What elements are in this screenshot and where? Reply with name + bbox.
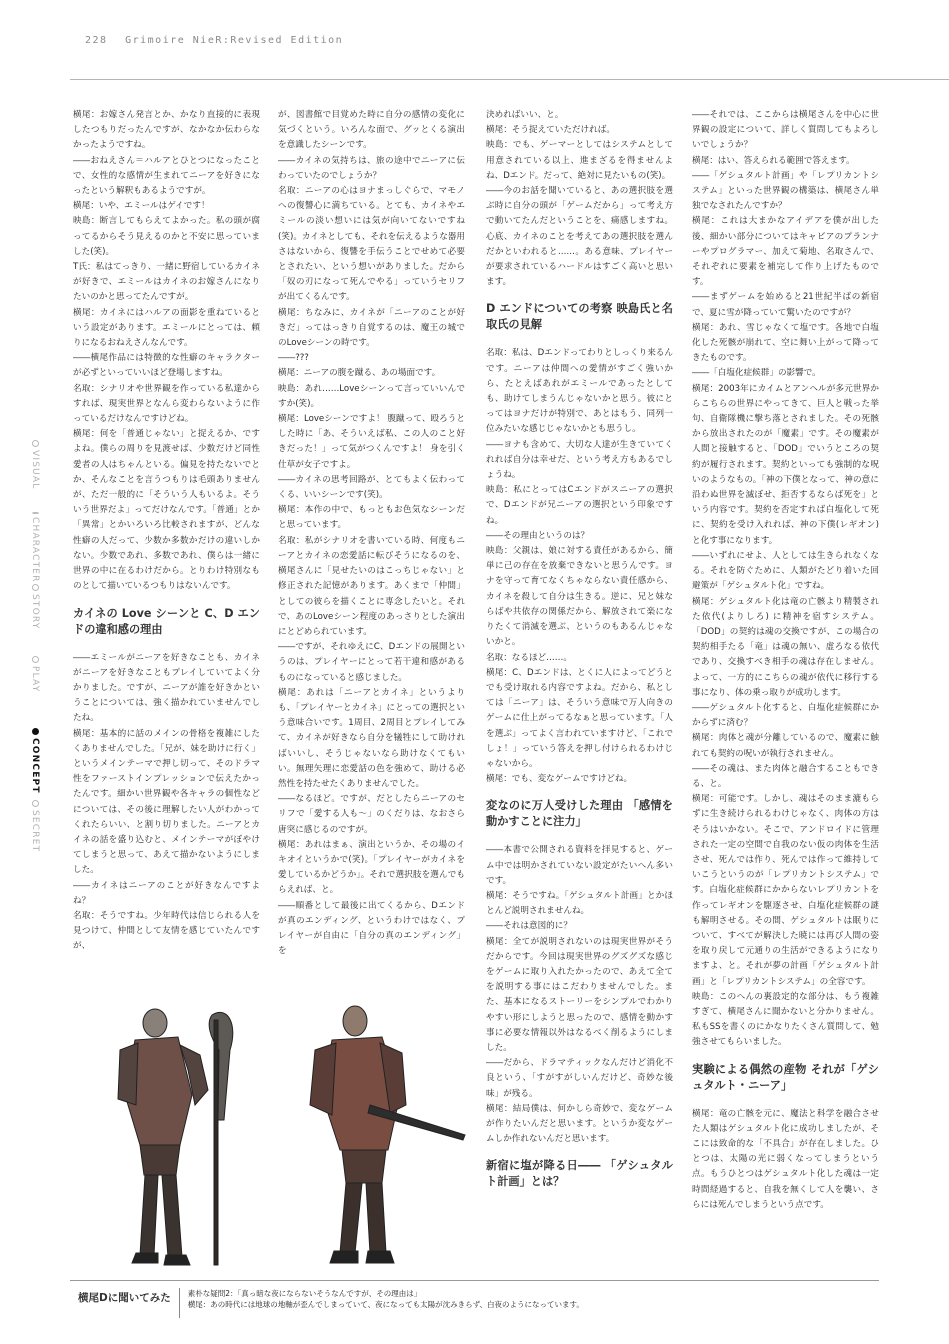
paragraph: ――その魂は、また肉体と融合することもできる、と。 (692, 763, 879, 789)
paragraph: 映島：断言してもらえてよかった。私の頭が腐ってるからそう見えるのかと不安に思っていました(笑)。 (73, 216, 260, 257)
paragraph: ――まずゲームを始めると21世紀半ばの新宿で、夏に雪が降っていて驚いたのですが？ (692, 292, 879, 318)
paragraph: ――エミールがニーアを好きなことも、カイネがニーアを好きなこともプレイしていてよく分かりました。ですが、ニーアが誰を好きかということについては、強く描かれていませんでしたね。 (73, 652, 260, 724)
paragraph: 横尾：あれはまぁ、演出というか、その場のイキオイというかで(笑)。「プレイヤーがカイネを愛しているかどうか」。それで選択肢を選んでもらえれば、と。 (278, 839, 465, 896)
paragraph: ――カイネはニーアのことが好きなんですよね？ (73, 880, 260, 906)
armored-warriors-illustration (100, 995, 470, 1270)
nav-label: SECRET (30, 810, 40, 853)
paragraph: ――だから、ドラマティックなんだけど消化不良という、「すがすがしいんだけど、奇妙な後味」が残る。 (486, 1058, 673, 1099)
nav-visual[interactable] (26, 440, 44, 506)
paragraph: ――それは意図的に？ (486, 921, 572, 932)
paragraph: 横尾：あれ、雪じゃなくて塩です。各地で白塩化した死骸が崩れて、空に舞い上がって降ってきたものです。 (692, 322, 879, 364)
paragraph: 横尾：C、Dエンドは、とくに人によってどうとでも受け取れる内容ですよね。だから、私としては「ニーア」は、そういう意味で万人向きのゲームに仕上がってるなぁと思っています。「人を選ぶ」ってよく言われていますけど、「これでしょ！」っていう答えを押し付けられるわけじゃないから。 (486, 667, 673, 769)
paragraph: ――「ゲシュタルト計画」や「レプリカントシステム」といった世界観の構築は、横尾さん単独でなされたんですか？ (692, 170, 879, 212)
nav-label: PLAY (30, 666, 40, 693)
paragraph: 決めればいい、と。 (486, 110, 564, 120)
paragraph: 横尾：何を「普通じゃない」と捉えるか、ですよね。僕らの周りを見渡せば、少数だけど同性愛者の人はちゃんといる。偏見を持たないでとか、そんなことを言うつもりは毛頭ありませんが、ただ一般的に「そういう人もいるよ。そういう世界だよ」ってだけなんです。「普通」とか「異常」とかいろいろ比較されますが、どんな性癖の人だって、少数か多数かだけの違いしかない。少数であれ、多数であれ、僕らは一緒に世界の中に在るわけだから。とりわけ特別なものとして描いているつもりはないんです。 (73, 429, 260, 592)
paragraph: 横尾：お嫁さん発言とか、かなり直接的に表現したつもりだったんですが、なかなか伝わらなかったようですね。 (73, 110, 260, 151)
paragraph: ――ヨナも含めて、大切な人達が生きていてくれれば自分は幸せだ、という考え方もあるでしょうね。 (486, 439, 673, 481)
footnote-question: 素朴な疑問2：「真っ暗な夜にならないそうなんですが、その理由は」 (187, 1289, 422, 1298)
paragraph: ――??? (278, 353, 309, 364)
nav-dot-icon (32, 440, 39, 447)
text-column-2 (278, 108, 465, 959)
footnote-box (70, 1288, 584, 1318)
paragraph: ――横尾作品には特徴的な性癖のキャラクターが必ずといっていいほど登場しますね。 (73, 353, 260, 379)
paragraph: 横尾：本作の中で、もっともお色気なシーンだと思っています。 (278, 505, 465, 531)
paragraph: ――順番として最後に出てくるから、Dエンドが真のエンディング、というわけではなく、プレイヤーが自由に「自分の真のエンディング」を (278, 900, 465, 957)
paragraph: 横尾：ゲシュタルト化は竜の亡骸より精製された依代(よりしろ) に精神を宿すシステム。「DOD」の契約は魂の交換ですが、この場合の契約相手たる「竜」は魂の無い、虚ろなる依代であり、交換すべき相手の魂は存在しません。よって、一方的にこちらの魂が依代に移行する事になり、体の乗っ取りが成功します。 (692, 596, 879, 698)
page-header (85, 35, 343, 46)
paragraph: ――ですが、それゆえにC、Dエンドの展開というのは、プレイヤーにとって若干違和感があるものになっていると感じました。 (278, 642, 465, 683)
nav-character[interactable] (26, 512, 44, 583)
nav-dot-icon (32, 512, 39, 514)
section-heading: 新宿に塩が降る日―― 「ゲシュタルト計画」とは？ (486, 1159, 673, 1189)
nav-label: VISUAL (30, 450, 40, 490)
paragraph: 映島：でも、ゲーマーとしてはシステムとして用意されている以上、進まざるを得ませんよね、Dエンド。だって、絶対に見たいもの(笑)。 (486, 140, 673, 181)
paragraph: 横尾：カイネにはハルアの面影を重ねているという設定があります。エミールにとっては、頼りになるおねえさんなんです。 (73, 307, 260, 349)
paragraph: 横尾：そうですね。「ゲシュタルト計画」とかほとんど説明されませんね。 (486, 890, 673, 917)
paragraph: ――カイネの気持ちは、旅の途中でニーアに伝わっていたのでしょうか？ (278, 155, 465, 181)
paragraph: 横尾：2003年にカイムとアンヘルが多元世界からこちらの世界にやってきて、巨人と戦った挙句、自衛隊機に撃ち落とされました。その死骸から放出されたのが「魔素」です。その魔素が人間と接触すると、「DOD」でいうところの契約が履行されます。契約といっても強制的な呪いのようなもの。「神の下僕となって、神の意に沿わぬ世界を滅ぼせ、拒否するならば死を」という内容です。契約を否定すれば白塩化して死に、契約を受け入れれば、神の下僕(レギオン)と化す事になります。 (692, 383, 879, 546)
paragraph: 横尾：はい、答えられる範囲で答えます。 (692, 155, 855, 166)
nav-story[interactable] (26, 584, 44, 650)
nav-dot-icon (32, 584, 39, 591)
section-heading: カイネの Love シーンと C、D エンドの違和感の理由 (73, 606, 260, 636)
paragraph: 映島：私にとってはCエンドがスニーアの選択で、Dエンドが兄ニーアの選択という印象ですね。 (486, 485, 673, 526)
paragraph: 名取：なるほど……。 (486, 652, 572, 663)
footer-rule (70, 1280, 879, 1281)
paragraph: ――カイネの思考回路が、とてもよく伝わってくる、いいシーンです(笑)。 (278, 474, 465, 501)
paragraph: ――いずれにせよ、人としては生きられなくなる。それを防ぐために、人類がたどり着いた回避策が「ゲシュタルト化」ですね。 (692, 550, 879, 592)
book-title: Grimoire NieR:Revised Edition (125, 35, 344, 46)
paragraph: ――今のお話を聞いていると、あの選択肢を選ぶ時に自分の頭が「ゲームだから」って考え方で動いてたんだということを、痛感しますね。心底、カイネのことを考えてあの選択肢を選んだかといわれると……。ある意味、プレイヤーが要求されているハードルはすごく高いと思います。 (486, 186, 673, 288)
paragraph: 横尾：でも、変なゲームですけどね。 (486, 774, 633, 785)
section-nav (26, 440, 44, 872)
footnote-tag: 横尾Dに聞いてみた (78, 1292, 171, 1304)
paragraph: が、図書館で目覚めた時に自分の感情の変化に気づくという。いろんな面で、グッとくる演出を意識したシーンです。 (278, 110, 465, 151)
paragraph: 横尾：ちなみに、カイネが「ニーアのことが好きだ」ってはっきり自覚するのは、魔王の城でのLoveシーンの時です。 (278, 307, 465, 349)
paragraph: ――それでは、ここからは横尾さんを中心に世界観の設定について、詳しく質問してもよろしいでしょうか？ (692, 110, 879, 151)
nav-play[interactable] (26, 656, 44, 722)
paragraph: 横尾：いや、エミールはゲイです！ (73, 201, 210, 212)
paragraph: 横尾：肉体と魂が分離しているので、魔素に触れても契約の呪いが執行されません。 (692, 733, 879, 759)
paragraph: 横尾：これは大まかなアイデアを僕が出した後、細かい部分についてはキャビアのプランナーやプログラマー、加えて菊地、名取さんで、それぞれに要素を補完して作り上げたものです。 (692, 216, 879, 288)
paragraph: 名取：そうですね。少年時代は信じられる人を見つけて、仲間として友情を感じていたんですが、 (73, 910, 260, 952)
paragraph: ――本書で公開される資料を拝見すると、ゲーム中では明かされていない設定がたいへん多いです。 (486, 845, 673, 886)
page-number: 228 (85, 35, 108, 46)
footnote-text (188, 1288, 584, 1310)
text-column-3 (486, 108, 673, 1203)
nav-label: CHARACTER (30, 517, 40, 583)
paragraph: ――ゲシュタルト化すると、白塩化症候群にかからずに済む？ (692, 702, 879, 729)
nav-concept[interactable] (26, 728, 44, 794)
paragraph: 名取：シナリオや世界観を作っている私達からすれば、現実世界となんら変わらないように作っているだけなんですけどね。 (73, 383, 260, 425)
text-column-1 (73, 108, 260, 955)
paragraph: 横尾：可能です。しかし、魂はそのまま漉もらずに生き続けられるわけじゃなく、肉体の方はそうはいかない。そこで、アンドロイドに管理された一定の空間で自我のない仮の肉体を生活させ、死んでは作り、死んでは作って維持していこうというのが「レプリカントシステム」です。白塩化症候群にかからないレプリカントを作ってレギオンを駆逐させ、白塩化症候群の謎も解明させる。その間、ゲシュタルトは眠りについて、すべてが解決した暁には再び人間の姿を取り戻して元通りの生活ができるようになりますよ、と。それが夢の計画「ゲシュタルト計画」と「レプリカントシステム」の全容です。 (692, 794, 879, 987)
paragraph: 横尾：そう捉えていただければ。 (486, 125, 615, 136)
header-rule (70, 79, 949, 80)
section-heading: 変なのに万人受けした理由 「感情を動かすことに注力」 (486, 799, 673, 829)
section-heading: D エンドについての考察 映島氏と名取氏の見解 (486, 302, 673, 332)
paragraph: 名取：ニーアの心はヨナまっしぐらで、マモノへの復讐心に満ちている。とても、カイネやエミールの淡い想いには気が向いてないですね(笑)。カイネとしても、それを伝えるような器用さはないから、復讐を手伝うことでせめて必要とされたい、という想いがありました。だから「奴の刃になって死んでやる」っていうセリフが出てくるんです。 (278, 186, 465, 303)
paragraph: ――なるほど。ですが、だとしたらニーアのセリフで「愛する人も～」のくだりは、なおさら唐突に感じるのですが。 (278, 794, 465, 835)
paragraph: T氏：私はてっきり、一緒に野宿しているカイネが好きで、エミールはカイネのお嫁さんになりたいのかと思ってたんですが。 (73, 262, 260, 303)
section-heading: 実験による偶然の産物 それが「ゲシュタルト・ニーア」 (692, 1062, 879, 1092)
paragraph: 映島：父親は、娘に対する責任があるから、簡単に己の存在を放棄できないと思うんです。ヨナを守って育てなくちゃならない責任感から、カイネを殺して自分は生きる。逆に、兄と妹ならばや共依存の関係だから、解放されて楽になりたくて消滅を選ぶ、というのもあるんじゃないかと。 (486, 546, 673, 648)
paragraph: 横尾：あれは「ニーアとカイネ」というよりも、「プレイヤーとカイネ」にとっての選択という意味合いです。1周目、2周目とプレイしてみて、カイネが好きなら自分を犠牲にして助ければいいし、そうじゃないなら助けなくてもいい。無理矢理に恋愛話の色を強めて、助ける必然性を持たせたくありませんでした。 (278, 687, 465, 789)
paragraph: 映島：このへんの裏設定的な部分は、もう複雑すぎて、横尾さんに聞かないと分かりません。私もSSを書くのにかなりたくさん質問して、勉強させてもらいました。 (692, 991, 879, 1048)
nav-dot-icon (32, 728, 39, 735)
paragraph: 映島：あれ……Loveシーンって言っていいんですか(笑)。 (278, 383, 465, 409)
paragraph: ――おねえさん＝ハルアとひとつになったことで、女性的な感情が生まれてニーアを好きになったという解釈もあるようですが。 (73, 155, 260, 197)
nav-secret[interactable] (26, 800, 44, 866)
text-column-4 (692, 108, 879, 1213)
paragraph: ――その理由というのは？ (486, 530, 590, 541)
footnote-answer: 横尾：あの時代には地球の地軸が歪んでしまっていて、夜になっても太陽が沈みきらず、白夜のようになっています。 (187, 1300, 584, 1309)
warrior-with-halberd (118, 1009, 233, 1265)
paragraph: 横尾：全てが説明されないのは現実世界がそうだからです。今回は現実世界のグズグズな感じをゲームに取り入れたかったので、あえて全てを説明する事にはこだわりませんでした。また、基本になるストーリーをシンプルでわかりやすい形にしようと思ったので、感情を動かす事に必要な情報以外はなるべく削るようにしました。 (486, 936, 673, 1053)
nav-dot-icon (32, 800, 39, 807)
footnote-divider (179, 1288, 180, 1318)
paragraph: 横尾：Loveシーンですよ！ 腹蹴って、殴ろうとした時に「あ、そういえば私、この人のこと好きだった！」って気がつくんですよ！ 身を引く仕草が女子ですよ。 (278, 414, 465, 470)
nav-label: STORY (30, 594, 40, 630)
nav-label: CONCEPT (30, 738, 40, 794)
paragraph: 横尾：ニーアの腹を蹴る、あの場面です。 (278, 368, 441, 379)
paragraph: 横尾：結局僕は、何かしら奇妙で、変なゲームが作りたいんだと思います。というか変なゲームしか作れないんだと思います。 (486, 1103, 673, 1145)
paragraph: 名取：私は、Dエンドってわりとしっくり来るんです。ニーアは仲間への愛情がすごく強いから、たとえばあれがエミールであったとしても、助けてしまうんじゃないかと思う。彼にとってはヨナだけが特別で、あとはもう、同列一位みたいな感じじゃないかとも思うし。 (486, 348, 673, 435)
paragraph: 横尾：竜の亡骸を元に、魔法と科学を融合させた人類はゲシュタルト化に成功しましたが、そこには致命的な「不具合」が存在しました。ひとつは、太陽の光に弱くなってしまうという点。もうひとつはゲシュタルト化した魂は一定時間経過すると、自我を無くして人を襲い、さらには死んでしまうという点です。 (692, 1108, 879, 1210)
paragraph: 名取：私がシナリオを書いている時、何度もニーアとカイネの恋愛話に転びそうになるのを、横尾さんに「見せたいのはこっちじゃない」と修正された記憶があります。あくまで「仲間」としての彼らを描くことに専念したいと。それで、あのLoveシーン程度のあっさりとした演出にとどめられています。 (278, 535, 465, 637)
nav-dot-icon (32, 656, 39, 663)
paragraph: 横尾：基本的に話のメインの骨格を複雑にしたくありませんでした。「兄が、妹を助けに行く」というメインテーマで押し切って、そのドラマ性をファーストインプレッションで伝えたかったんです。細かい世界観や各キャラの個性などについては、その後に理解したい人がわかってくれたらいい、と割り切りました。ニーアとカイネの話を盛り込むと、メインテーマがぼやけてしまうと思って、あえて描かないようにしました。 (73, 728, 260, 876)
paragraph: ――「白塩化症候群」の影響で。 (692, 368, 821, 379)
warrior-with-sword (310, 1006, 465, 1263)
